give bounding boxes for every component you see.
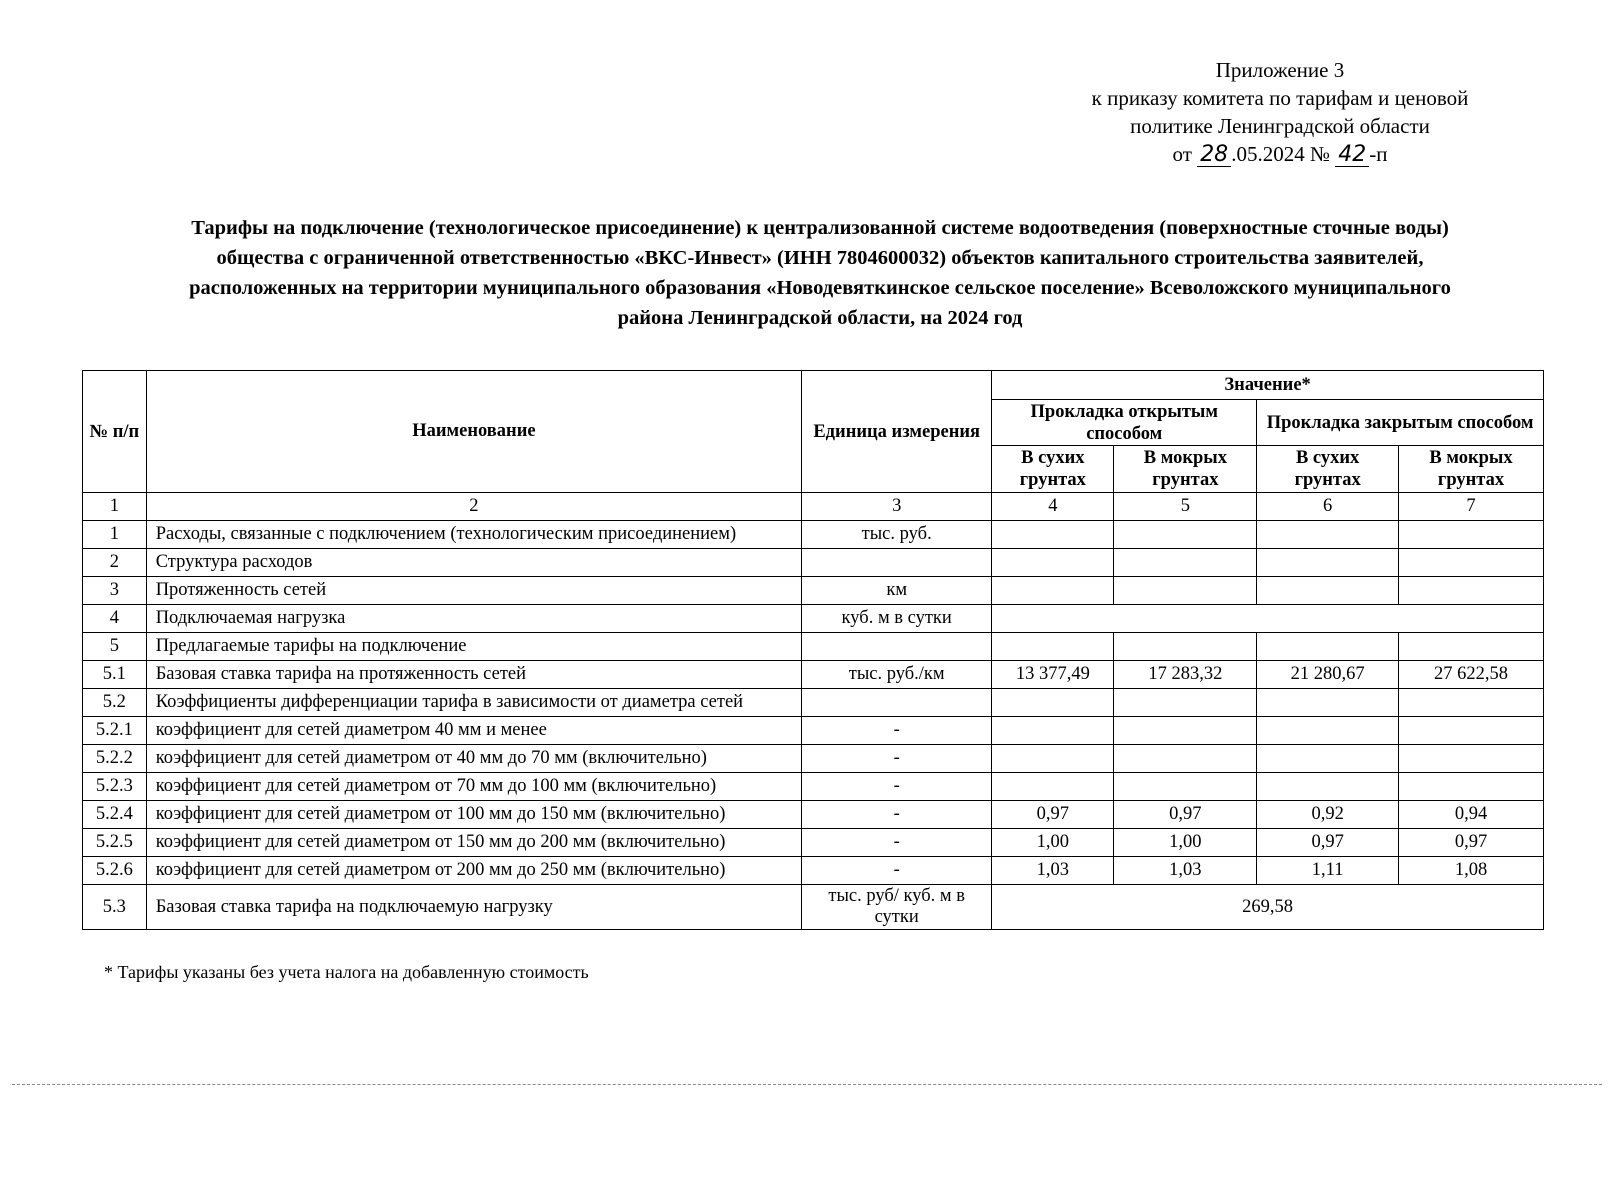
table-row — [83, 801, 1544, 829]
value-open-dry — [992, 549, 1114, 577]
value-closed-wet: 1,08 — [1399, 857, 1544, 885]
value-open-wet: 0,97 — [1114, 801, 1257, 829]
handwritten-day: 28 — [1197, 144, 1231, 167]
footnote: * Тарифы указаны без учета налога на добавленную стоимость — [104, 962, 589, 982]
table-row — [83, 549, 1544, 577]
column-number: 6 — [1257, 493, 1399, 521]
value-closed-wet: 27 622,58 — [1399, 661, 1544, 689]
value-closed-dry: 1,11 — [1257, 857, 1399, 885]
value-closed-dry — [1257, 773, 1399, 801]
row-number: 5.2.3 — [83, 773, 147, 801]
row-unit: куб. м в сутки — [802, 605, 992, 633]
value-open-wet — [1114, 773, 1257, 801]
tariff-table — [82, 370, 1544, 930]
row-unit: - — [802, 773, 992, 801]
row-name: Протяженность сетей — [146, 577, 801, 605]
title-line-4: района Ленинградской области, на 2024 год — [617, 307, 1023, 329]
table-row — [83, 745, 1544, 773]
table-row — [83, 661, 1544, 689]
row-unit: тыс. руб./км — [802, 661, 992, 689]
table-row — [83, 717, 1544, 745]
date-rest: .05.2024 № — [1231, 142, 1330, 166]
table-row — [83, 577, 1544, 605]
value-closed-wet: 0,94 — [1399, 801, 1544, 829]
row-number: 5.2.6 — [83, 857, 147, 885]
value-closed-dry — [1257, 549, 1399, 577]
value-closed-dry — [1257, 689, 1399, 717]
row-unit — [802, 689, 992, 717]
title-line-2: общества с ограниченной ответственностью «ВКС-Инвест» (ИНН 7804600032) объектов капитального строительства заявителей, — [216, 247, 1424, 269]
value-open-wet: 1,03 — [1114, 857, 1257, 885]
header-open-wet: В мокрых грунтах — [1114, 446, 1257, 493]
header-open-dry: В сухих грунтах — [992, 446, 1114, 493]
document-title — [60, 213, 1580, 333]
row-value-merged: 269,58 — [992, 885, 1544, 930]
table-row — [83, 689, 1544, 717]
value-closed-dry: 21 280,67 — [1257, 661, 1399, 689]
header-name: Наименование — [146, 371, 801, 493]
value-open-dry: 1,03 — [992, 857, 1114, 885]
value-open-dry — [992, 745, 1114, 773]
table-row — [83, 605, 1544, 633]
table-row — [83, 829, 1544, 857]
value-closed-dry — [1257, 521, 1399, 549]
value-closed-wet — [1399, 773, 1544, 801]
row-number: 1 — [83, 521, 147, 549]
value-open-wet — [1114, 577, 1257, 605]
row-unit: км — [802, 577, 992, 605]
row-number: 5.2.2 — [83, 745, 147, 773]
order-suffix: -п — [1369, 142, 1388, 166]
header-num: № п/п — [83, 371, 147, 493]
value-closed-dry — [1257, 633, 1399, 661]
scan-divider — [12, 1084, 1602, 1085]
row-name: коэффициент для сетей диаметром от 200 мм до 250 мм (включительно) — [146, 857, 801, 885]
handwritten-order-number: 42 — [1335, 144, 1369, 167]
table-row — [83, 521, 1544, 549]
value-closed-wet: 0,97 — [1399, 829, 1544, 857]
row-unit: - — [802, 857, 992, 885]
value-open-dry — [992, 577, 1114, 605]
header-closed-dry: В сухих грунтах — [1257, 446, 1399, 493]
row-number: 5.3 — [83, 885, 147, 930]
column-number-row — [83, 493, 1544, 521]
row-name: Коэффициенты дифференциации тарифа в зависимости от диаметра сетей — [146, 689, 801, 717]
value-open-dry: 1,00 — [992, 829, 1114, 857]
row-unit — [802, 633, 992, 661]
column-number: 3 — [802, 493, 992, 521]
table-row — [83, 633, 1544, 661]
value-closed-wet — [1399, 745, 1544, 773]
value-closed-wet — [1399, 577, 1544, 605]
title-line-3: расположенных на территории муниципального образования «Новодевяткинское сельское поселение» Всеволожского муниципального — [189, 277, 1451, 299]
column-number: 7 — [1399, 493, 1544, 521]
title-line-1: Тарифы на подключение (технологическое присоединение) к централизованной системе водоотведения (поверхностные сточные воды) — [191, 217, 1449, 239]
column-number: 4 — [992, 493, 1114, 521]
row-unit: - — [802, 829, 992, 857]
table-row — [83, 773, 1544, 801]
value-closed-dry — [1257, 745, 1399, 773]
row-name: Расходы, связанные с подключением (технологическим присоединением) — [146, 521, 801, 549]
value-open-dry — [992, 717, 1114, 745]
row-name: коэффициент для сетей диаметром от 150 мм до 200 мм (включительно) — [146, 829, 801, 857]
row-unit: тыс. руб. — [802, 521, 992, 549]
row-name: Базовая ставка тарифа на протяженность сетей — [146, 661, 801, 689]
value-closed-wet — [1399, 689, 1544, 717]
value-closed-wet — [1399, 633, 1544, 661]
row-number: 5.2.4 — [83, 801, 147, 829]
appendix-order-ref: к приказу комитета по тарифам и ценовой — [1091, 86, 1469, 110]
row-unit: тыс. руб/ куб. м в сутки — [802, 885, 992, 930]
value-open-wet: 17 283,32 — [1114, 661, 1257, 689]
value-closed-dry — [1257, 577, 1399, 605]
value-closed-dry — [1257, 717, 1399, 745]
value-open-wet — [1114, 521, 1257, 549]
row-name: коэффициент для сетей диаметром 40 мм и менее — [146, 717, 801, 745]
appendix-date-line — [1050, 140, 1510, 168]
column-number: 2 — [146, 493, 801, 521]
header-closed-laying: Прокладка закрытым способом — [1257, 400, 1544, 446]
row-name: Подключаемая нагрузка — [146, 605, 801, 633]
row-value-merged — [992, 605, 1544, 633]
table-row — [83, 885, 1544, 930]
value-closed-dry: 0,97 — [1257, 829, 1399, 857]
row-number: 5.2 — [83, 689, 147, 717]
row-number: 5.2.5 — [83, 829, 147, 857]
value-closed-dry: 0,92 — [1257, 801, 1399, 829]
row-name: коэффициент для сетей диаметром от 70 мм до 100 мм (включительно) — [146, 773, 801, 801]
header-closed-wet: В мокрых грунтах — [1399, 446, 1544, 493]
column-number: 1 — [83, 493, 147, 521]
value-closed-wet — [1399, 521, 1544, 549]
value-open-wet — [1114, 633, 1257, 661]
row-number: 5.1 — [83, 661, 147, 689]
value-open-wet — [1114, 549, 1257, 577]
row-name: коэффициент для сетей диаметром от 40 мм до 70 мм (включительно) — [146, 745, 801, 773]
date-prefix: от — [1172, 142, 1192, 166]
value-open-wet: 1,00 — [1114, 829, 1257, 857]
appendix-number: Приложение 3 — [1215, 58, 1345, 82]
column-number: 5 — [1114, 493, 1257, 521]
row-unit — [802, 549, 992, 577]
header-open-laying: Прокладка открытым способом — [992, 400, 1257, 446]
row-unit: - — [802, 717, 992, 745]
value-open-dry: 13 377,49 — [992, 661, 1114, 689]
row-name: Базовая ставка тарифа на подключаемую нагрузку — [146, 885, 801, 930]
value-open-dry — [992, 521, 1114, 549]
table-body — [83, 493, 1544, 930]
value-closed-wet — [1399, 549, 1544, 577]
header-unit: Единица измерения — [802, 371, 992, 493]
value-open-dry — [992, 773, 1114, 801]
row-number: 3 — [83, 577, 147, 605]
row-number: 4 — [83, 605, 147, 633]
value-open-dry — [992, 633, 1114, 661]
row-number: 2 — [83, 549, 147, 577]
row-name: Предлагаемые тарифы на подключение — [146, 633, 801, 661]
value-open-dry: 0,97 — [992, 801, 1114, 829]
row-unit: - — [802, 801, 992, 829]
value-open-wet — [1114, 689, 1257, 717]
value-closed-wet — [1399, 717, 1544, 745]
row-name: Структура расходов — [146, 549, 801, 577]
table-row — [83, 857, 1544, 885]
value-open-wet — [1114, 717, 1257, 745]
value-open-wet — [1114, 745, 1257, 773]
value-open-dry — [992, 689, 1114, 717]
row-number: 5.2.1 — [83, 717, 147, 745]
row-number: 5 — [83, 633, 147, 661]
row-unit: - — [802, 745, 992, 773]
appendix-committee: политике Ленинградской области — [1130, 114, 1430, 138]
header-value: Значение* — [992, 371, 1544, 400]
row-name: коэффициент для сетей диаметром от 100 мм до 150 мм (включительно) — [146, 801, 801, 829]
appendix-header — [1050, 56, 1510, 168]
